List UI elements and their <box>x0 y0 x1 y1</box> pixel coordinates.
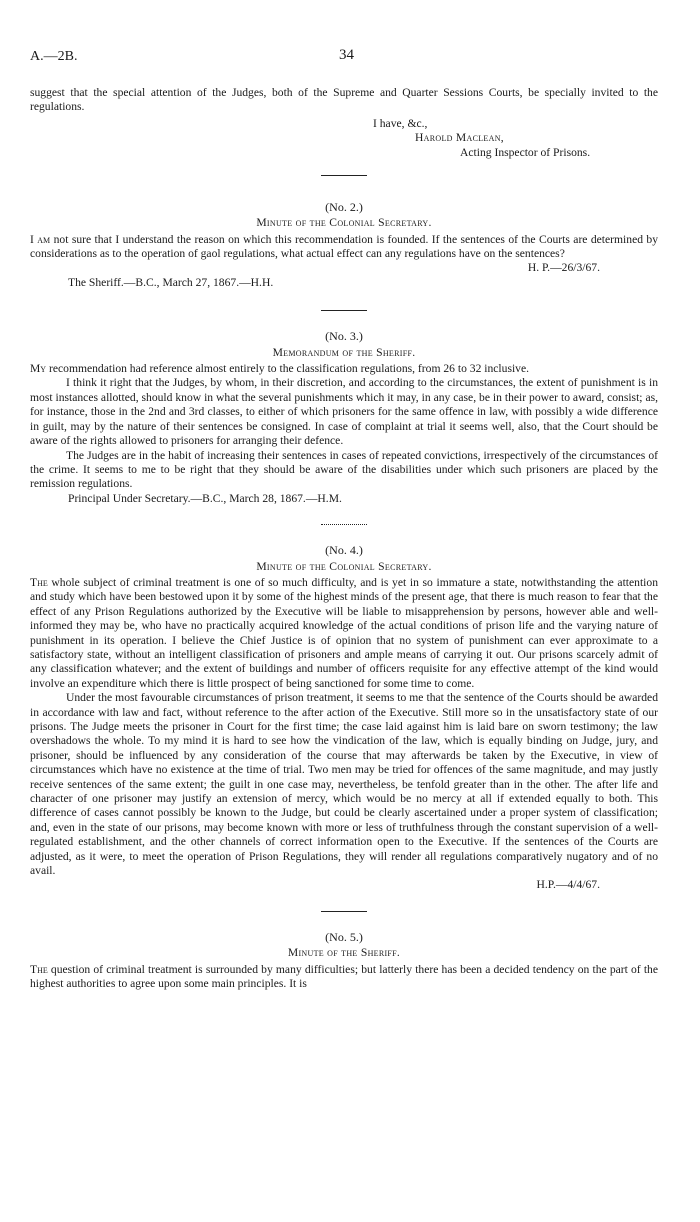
no5-paragraph <box>30 963 658 992</box>
no5-text: question of criminal treatment is surrounded by many difficulties; but latterly there has been a decided tendency on the part of the highest authorities to agree upon some main principles. It is <box>30 962 658 991</box>
signature-block <box>30 117 658 161</box>
page-number: 34 <box>339 47 354 63</box>
no5-title: Minute of the Sheriff. <box>287 946 401 960</box>
closing: I have, &c., <box>373 116 428 130</box>
no4-paragraph-2: Under the most favourable circumstances of prison treatment, it seems to me that the sentence of the Courts should be awarded in accordance with law and fact, without reference to the after action of the Executive. Still more so in the unsatisfactory state of our prisons. The Judge meets the prisoner in Court for the first time; the case laid against him is laid bare on sworn testimony; the law overshadows the whole. To my mind it is hard to see how the vindication of the law, which is equally binding on Judge, jury, and prisoner, should be influenced by any consideration of the course that may afterwards be taken by the Executive, in view of circumstances which have no existence at the time of trial. Two men may be tried for offences of the same magnitude, and may justly receive sentences of the same extent; the guilt in one case may, nevertheless, be tenfold greater than in the other. The after life and character of one prisoner may justify an extension of mercy, which would be no mercy at all if extended equally to both. This difference of cases cannot possibly be known to the Judge, but could be clearly ascertained under a proper system of classification; and, even in the state of our prisons, may become known with more or less of truthfulness through the constant supervision of a well-regulated establishment, and the other channels of correct information open to the Executive. If the sentences of the Courts are adjusted, as it were, to meet the operation of Prison Regulations, they will render all regulations comparatively nugatory and of no avail. <box>30 691 658 878</box>
no2-ref-right: H. P.—26/3/67. <box>527 261 600 275</box>
no4-text-1: whole subject of criminal treatment is one of so much difficulty, and is yet in so immature a state, notwithstanding the attention and study which have been bestowed upon it by some of the highest minds of the present age, that there is much reason to fear that the effect of any Prison Regulations authorized by the Executive will be liable to misapprehension by persons, however able and well-informed they may be, who have no practically acquired knowledge of the actual conditions of prison life and the varying nature of punishment in its operation. I believe the Chief Justice is of opinion that no system of punishment can ever approximate to a satisfactory state, without an intelligent classification of prisoners and ample means of carrying it out. Our prisons scarcely admit of any classification whatever; and the extent of buildings and number of officers requisite for any effective attempt of the kind would involve an expenditure which there is little prospect of being sanctioned for some time to come. <box>30 575 658 690</box>
no3-lead: My <box>30 362 47 376</box>
no5-lead: The <box>30 962 48 976</box>
no3-title: Memorandum of the Sheriff. <box>272 345 416 359</box>
signatory: Harold Maclean, <box>415 130 504 144</box>
no5-number: (No. 5.) <box>325 929 363 944</box>
no4-ref-right: H.P.—4/4/67. <box>536 878 600 892</box>
no2-number: (No. 2.) <box>325 199 363 214</box>
signatory-office: Acting Inspector of Prisons. <box>460 145 591 159</box>
no3-paragraph-1 <box>30 362 658 376</box>
no4-title: Minute of the Colonial Secretary. <box>256 559 432 573</box>
no4-lead: The <box>30 575 48 589</box>
no3-number: (No. 3.) <box>325 329 363 344</box>
document-reference: A.—2B. <box>30 49 78 64</box>
no2-ref-left: The Sheriff.—B.C., March 27, 1867.—H.H. <box>68 275 274 289</box>
no2-paragraph <box>30 233 658 262</box>
no3-text-1: recommendation had reference almost entirely to the classification regulations, from 26 to 32 inclusive. <box>49 362 530 376</box>
intro-paragraph: suggest that the special attention of the Judges, both of the Supreme and Quarter Sessions Courts, be specially invited to the regulations. <box>30 86 658 114</box>
no2-title: Minute of the Colonial Secretary. <box>256 216 432 230</box>
no3-paragraph-2: I think it right that the Judges, by whom, in their discretion, and according to the circumstances, the extent of punishment is in most instances allotted, should know in what the several punishments which it may, in any case, be in their power to award, consist; as, for instance, those in the 2nd and 3rd classes, to either of which prisoners for the same offence in law, with possibly a wide difference in guilt, may by the nature of their sentences be consigned. In case of complaint at trial it seems well, also, that the Court should be aware of the rights allowed to prisoners for arranging their defence. <box>30 376 658 448</box>
no3-ref-left: Principal Under Secretary.—B.C., March 28, 1867.—H.M. <box>68 491 342 505</box>
no4-paragraph-1 <box>30 576 658 691</box>
no4-number: (No. 4.) <box>325 543 363 558</box>
document-body <box>30 86 658 992</box>
no2-text: not sure that I understand the reason on which this recommendation is founded. If the sentences of the Courts are determined by considerations as to the operation of gaol regulations, what actual effect can any regulations have on the sentences? <box>30 232 659 261</box>
no2-lead: I am <box>30 232 51 246</box>
no3-paragraph-3: The Judges are in the habit of increasing their sentences in cases of repeated convictions, irrespectively of the circumstances of the crime. It seems to me to be right that they should be aware of the disabilities under which such prisoners are placed by the remission regulations. <box>30 448 658 491</box>
